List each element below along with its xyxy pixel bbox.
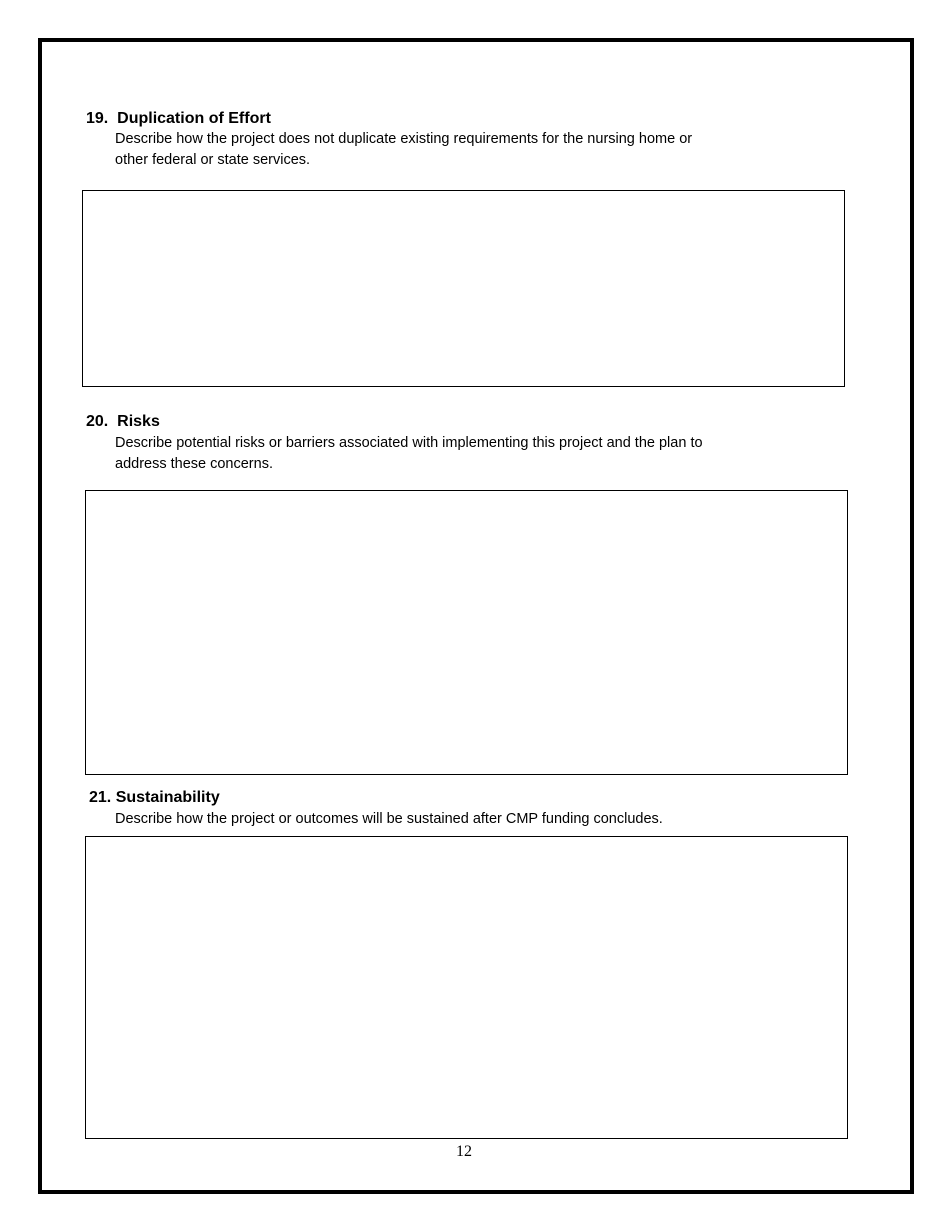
section-19-heading (86, 109, 271, 129)
risks-response-box[interactable] (85, 490, 848, 775)
section-20-description-line: address these concerns. (115, 456, 273, 472)
section-21-description (115, 809, 775, 830)
section-20-heading (86, 412, 160, 432)
section-19-title: Duplication of Effort (117, 110, 271, 127)
section-21-title: Sustainability (115, 789, 220, 806)
section-19-description-line: other federal or state services. (115, 152, 311, 168)
page-number: 12 (456, 1143, 472, 1160)
section-20-title: Risks (117, 413, 160, 430)
section-20-description-line: Describe potential risks or barriers associated with implementing this project and the plan to (115, 435, 703, 451)
section-19-number: 19. (86, 110, 109, 127)
section-21-heading (89, 788, 220, 808)
sustainability-response-box[interactable] (85, 836, 848, 1139)
section-21-number: 21. (89, 789, 112, 806)
section-21-description-line: Describe how the project or outcomes will be sustained after CMP funding concludes. (115, 811, 663, 827)
section-20-description (115, 433, 775, 475)
section-19-description-line: Describe how the project does not duplicate existing requirements for the nursing home or (115, 131, 693, 147)
section-20-number: 20. (86, 413, 109, 430)
duplication-of-effort-response-box[interactable] (82, 190, 845, 387)
section-19-description (115, 129, 775, 171)
